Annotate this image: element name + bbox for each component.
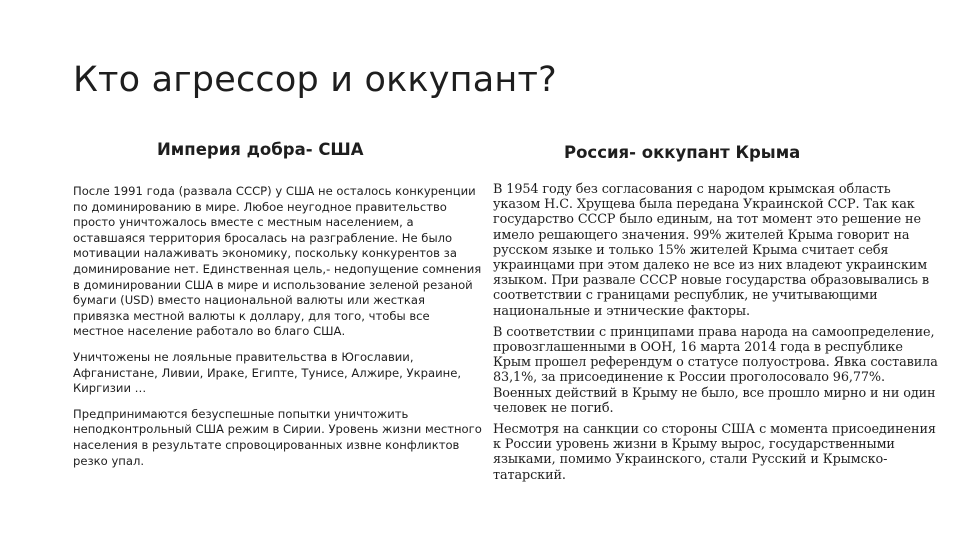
right-column-heading: Россия- оккупант Крыма [564, 143, 801, 162]
right-paragraph-3: Несмотря на санкции со стороны США с момента присоединения к России уровень жизни в Крыму вырос, государственными языками, помимо Украинского, стали Русский и Крымско- татарский. [493, 422, 936, 483]
slide-title: Кто агрессор и оккупант? [73, 60, 557, 100]
left-column-heading: Империя добра- США [157, 140, 364, 159]
left-column-body [73, 184, 483, 479]
left-paragraph-1: После 1991 года (развала СССР) у США не осталось конкуренции по доминированию в мире. Любое неугодное правительство просто уничтожалось вместе с местным населением, а оставшаяся территория бросалась на разграбление. Не было мотивации налаживать экономику, поскольку конкурентов за доминирование нет. Единственная цель,- недопущение сомнения в доминировании США в мире и использование зеленой резаной бумаги (USD) вместо национальной валюты или жесткая привязка местной валюты к доллару, для того, чтобы все местное население работало во благо США. [73, 184, 482, 339]
right-paragraph-2: В соответствии с принципами права народа на самоопределение, провозглашенными в ООН, 16 марта 2014 года в республике Крым прошел референдум о статусе полуострова. Явка составила 83,1%, за присоединение к России проголосовало 96,77%. Военных действий в Крыму не было, все прошло мирно и ни один человек не погиб. [493, 324, 938, 416]
left-paragraph-3: Предпринимаются безуспешные попытки уничтожить неподконтрольный США режим в Сирии. Уровень жизни местного населения в результате спровоцированных извне конфликтов резко упал. [73, 406, 482, 468]
right-column-body [493, 182, 938, 489]
left-paragraph-2: Уничтожены не лояльные правительства в Югославии, Афганистане, Ливии, Ираке, Египте, Тунисе, Алжире, Украине, Киргизии … [73, 349, 462, 396]
right-paragraph-1: В 1954 году без согласования с народом крымская область указом Н.С. Хрущева была передана Украинской ССР. Так как государство СССР было единым, на тот момент это решение не имело решающего значения. 99% жителей Крыма говорит на русском языке и только 15% жителей Крыма считает себя украинцами при этом далеко не все из них владеют украинским языком. При развале СССР новые государства образовывались в соответствии с границами республик, не учитывающими национальные и этнические факторы. [493, 182, 929, 319]
